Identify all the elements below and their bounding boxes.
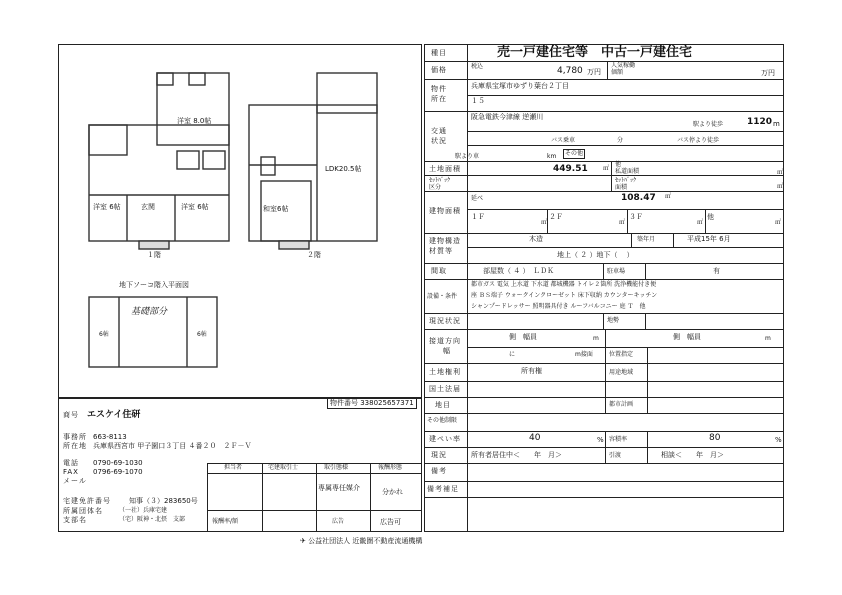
total-unit: ㎡ [665,193,672,200]
basement-note: 基礎部分 [131,307,168,317]
price-unit: 万円 [587,68,601,76]
bus-min: 分 [617,137,624,144]
ad-value: 広告可 [380,518,401,526]
city-plan-label: 都市計画 [609,401,634,408]
occupancy-label: 現況状況 [429,317,461,325]
branch-label: 支部名 [63,516,87,524]
floor2-unit: ㎡ [619,219,626,226]
parking-value: 有 [713,267,720,275]
facilities-label: 設備・条件 [427,293,458,300]
land-label: 土地面積 [429,165,461,173]
staff-h3: 取引態様 [324,464,349,471]
extra-unit: 万円 [761,69,775,77]
land-law-label: 国土法届 [429,385,461,393]
road-label2: 幅 [443,347,451,355]
branch-value: （宅）阪神・北摂 支部 [119,516,186,523]
walk-label: 駅より徒歩 [693,121,724,128]
setback-unit: ㎡ [777,183,784,190]
delivery-value: 相談＜ 年 月＞ [661,451,724,459]
location-label1: 物件 [431,85,447,93]
org-logo-icon: ✈︎ [300,537,309,545]
price-value: 4,780 [557,66,583,76]
floor1-label: １階 [147,251,161,259]
floor-plan-drawing [59,45,421,397]
footer-org [300,537,422,546]
setback2-label1: ｾｯﾄﾊﾞｯｸ [615,177,637,184]
floor3: ３Ｆ [629,213,643,221]
location-label2: 所在 [431,95,447,103]
far-value: 80 [709,433,721,443]
road-label1: 接道方向 [429,337,461,345]
road-unit2: m [765,335,771,342]
tel-label: 電話 [63,459,79,467]
private-road-label1: 他 [615,161,622,168]
room-label-western2: 洋室 6帖 [93,203,121,211]
total-label: 延べ [471,195,484,202]
private-road-label2: 私道面積 [615,168,640,175]
assoc-label: 所属団体名 [63,507,103,515]
staff-h1: 担当者 [224,464,243,471]
floor2: ２Ｆ [549,213,563,221]
floor2-label: ２階 [307,251,321,259]
floor-plan-panel [58,44,422,398]
road-contact2: m接面 [575,351,593,358]
room-label-ldk: LDK20.5帖 [325,165,362,173]
extra-label1: 人気稼働 [611,62,636,69]
basement-title: 地下ソーコ階入平面図 [119,281,189,289]
line-value: 阪急電鉄今津線 逆瀬川 [471,113,544,121]
basement-room2: 6帖 [197,331,207,338]
staff-table [207,463,422,532]
floor-other: 他 [707,213,714,221]
other-label: その他 [565,150,584,157]
ad-label: 広告 [332,518,345,525]
layout-label: 間取 [431,267,447,275]
listing-title: 売一戸建住宅等 中古一戸建住宅 [497,45,693,60]
office-no: 663-8113 [93,433,127,441]
road-unit1: m [593,335,599,342]
floor1-unit: ㎡ [541,219,548,226]
address-label: 所在地 [63,442,87,450]
material-value: 木造 [529,235,543,243]
room-label-western3: 洋室 6帖 [181,203,209,211]
coverage-value: 40 [529,433,541,443]
delivery-label: 引渡 [609,452,622,459]
traffic-label1: 交通 [431,127,447,135]
extra-label2: 価額 [611,69,624,76]
room-label-japanese: 和室6帖 [263,205,289,213]
price-label: 価格 [431,66,447,74]
reward-label: 報酬率/額 [212,518,239,525]
road-designation: 位置指定 [609,351,634,358]
staff-v4: 分かれ [382,488,403,496]
restrictions-label: その他制限 [427,417,458,424]
built-label: 築年月 [637,236,656,243]
road-side2: 側 幅員 [673,333,701,341]
traffic-label2: 状況 [431,137,447,145]
facilities-line2: 座 ＢＳ端子 ウォークインクローゼット 床下収納 カウンターキッチン [471,292,658,299]
far-unit: % [775,436,782,444]
bus-stop: バス停より徒歩 [677,137,720,144]
rights-label: 土地権利 [429,368,461,376]
room-label-western1: 洋室 8.0帖 [177,117,212,125]
mail-label: メール [63,477,87,485]
tax-label: 税込 [471,63,484,70]
walk-value: 1120 [747,117,773,127]
broker-address: 兵庫県西宮市 甲子園口３丁目 ４番２０ ２Ｆ－Ｖ [93,442,252,450]
floors-value: 地上（ ２ ）地下（ ） [557,251,634,259]
station-car-label: 駅より車 [455,153,480,160]
setback2-label2: 面積 [615,184,628,191]
floor-other-unit: ㎡ [775,219,782,226]
fax-value: 0796-69-1070 [93,468,143,476]
lot-value: １５ [471,97,485,105]
total-value: 108.47 [621,193,656,203]
license-value: 知事（３）283650号 [129,497,198,505]
status-value: 所有者居住中＜ 年 月＞ [471,451,562,459]
coverage-unit: % [597,436,604,444]
rooms-value: 部屋数（ ４ ） ＬＤＫ [483,267,554,275]
building-label: 建物面積 [429,207,461,215]
facilities-line3: シャンプードレッサー 照明器具付き ルーフバルコニー 庭 Ｔ 他 [471,303,646,310]
setback-label1: ｾｯﾄﾊﾞｯｸ [429,177,451,184]
property-number: 物件番号 338025657371 [327,398,417,409]
coverage-label: 建ぺい率 [429,435,461,443]
trade-name-label: 商号 [63,411,79,419]
remarks2-label: 備考補足 [427,485,459,493]
structure-label2: 材質等 [429,247,453,255]
private-road-unit: ㎡ [777,169,784,176]
parking-label: 駐車場 [607,268,626,275]
basement-room1: 6帖 [99,331,109,338]
kind-label: 種目 [431,49,447,57]
address-value: 兵庫県宝塚市ゆずり葉台２丁目 [471,82,569,90]
road-contact: に [509,351,516,358]
km-label: km [547,153,557,160]
bus-label: バス乗車 [551,137,576,144]
floor3-unit: ㎡ [697,219,704,226]
staff-h4: 報酬形態 [378,464,403,471]
built-value: 平成15年 6月 [687,235,731,243]
floor1: １Ｆ [471,213,485,221]
assoc-value: （一社）兵庫宅建 [119,507,168,514]
land-value: 449.51 [553,164,588,174]
staff-v3: 専属専任媒介 [318,484,360,492]
terrain-label: 地勢 [607,317,620,324]
setback-label2: 区分 [429,184,442,191]
far-label: 容積率 [609,436,628,443]
rights-value: 所有権 [521,367,542,375]
walk-unit: m [773,120,780,128]
area-label: 用途地域 [609,369,634,376]
land-cat-label: 地目 [435,401,451,409]
facilities-line1: 都市ガス 電気 上水道 下水道 都城機器 トイレ２箇所 洗浄機能付き便 [471,281,657,288]
room-label-entrance: 玄関 [141,203,155,211]
structure-label1: 建物構造 [429,237,461,245]
broker-name: エスケイ住研 [87,410,141,420]
land-unit: ㎡ [603,165,610,172]
property-table [424,44,784,532]
footer-org-text: 公益社団法人 近畿圏不動産流通機構 [308,537,423,545]
remarks-label: 備考 [431,467,447,475]
office-label: 事務所 [63,433,87,441]
staff-h2: 宅建取引士 [268,464,299,471]
road-side1: 側 幅員 [509,333,537,341]
broker-panel [58,398,422,532]
fax-label: FAX [63,468,79,476]
license-label: 宅建免許番号 [63,497,111,505]
status-label: 現況 [431,451,447,459]
tel-value: 0790-69-1030 [93,459,143,467]
